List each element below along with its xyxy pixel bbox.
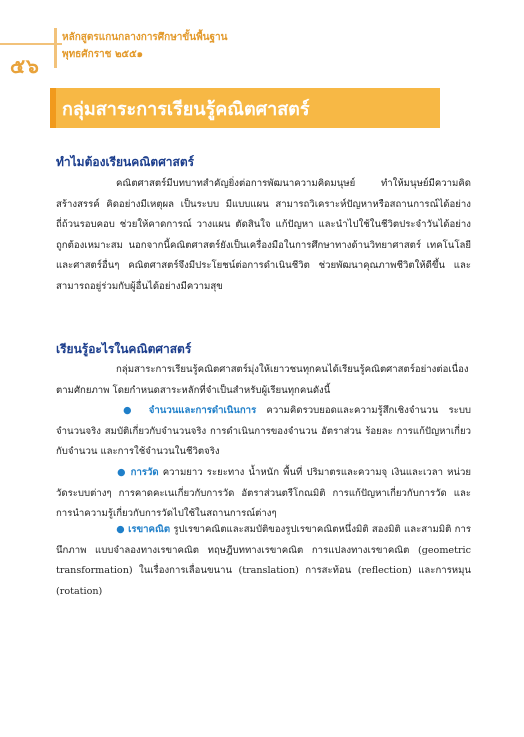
item-term: จำนวนและการดำเนินการ bbox=[148, 405, 257, 416]
list-item bbox=[56, 401, 471, 463]
section-paragraph-what bbox=[56, 360, 471, 401]
banner-accent-bar bbox=[50, 88, 56, 128]
header-divider bbox=[54, 28, 57, 68]
bullet-icon: ● bbox=[116, 524, 125, 535]
paragraph-text: กลุ่มสาระการเรียนรู้คณิตศาสตร์มุ่งให้เยาวชนทุกคนได้เรียนรู้คณิตศาสตร์อย่างต่อเนื่องตามศักยภาพ โดยกำหนดสาระหลักที่จำเป็นสำหรับผู้เรียนทุกคนดังนี้ bbox=[56, 364, 469, 396]
list-item bbox=[56, 520, 471, 602]
header-rule bbox=[0, 43, 62, 45]
running-header-title: หลักสูตรแกนกลางการศึกษาขั้นพื้นฐาน bbox=[62, 32, 228, 43]
section-paragraph-why bbox=[56, 174, 471, 297]
item-text: รูปเรขาคณิตและสมบัติของรูปเรขาคณิตหนึ่งมิติ สองมิติ และสามมิติ การนึกภาพ แบบจำลองทางเรขาคณิต ทฤษฎีบททางเรขาคณิต การแปลงทางเรขาคณิต (geometric transformation) ในเรื่องการเลื่อนขนาน (translation) การสะท้อน (reflection) และการหมุน (rotation) bbox=[56, 524, 471, 597]
section-heading-what: เรียนรู้อะไรในคณิตศาสตร์ bbox=[56, 342, 192, 356]
page-number: ๕๖ bbox=[10, 54, 40, 78]
banner-title: กลุ่มสาระการเรียนรู้คณิตศาสตร์ bbox=[62, 99, 310, 120]
item-term: เรขาคณิต bbox=[128, 524, 171, 535]
bullet-icon: ● bbox=[116, 405, 139, 416]
list-item bbox=[56, 463, 471, 525]
bullet-icon: ● bbox=[116, 467, 127, 478]
running-header-year: พุทธศักราช ๒๕๕๑ bbox=[62, 49, 144, 60]
item-term: การวัด bbox=[130, 467, 159, 478]
item-text: ความยาว ระยะทาง น้ำหนัก พื้นที่ ปริมาตรและความจุ เงินและเวลา หน่วยวัดระบบต่างๆ การคาดคะเนเกี่ยวกับการวัด อัตราส่วนตรีโกณมิติ การแก้ปัญหาเกี่ยวกับการวัด และการนำความรู้เกี่ยวกับการวัดไปใช้ในสถานการณ์ต่างๆ bbox=[56, 467, 471, 519]
section-heading-why: ทำไมต้องเรียนคณิตศาสตร์ bbox=[56, 155, 195, 169]
item-text: ความคิดรวบยอดและความรู้สึกเชิงจำนวน ระบบจำนวนจริง สมบัติเกี่ยวกับจำนวนจริง การดำเนินการของจำนวน อัตราส่วน ร้อยละ การแก้ปัญหาเกี่ยวกับจำนวน และการใช้จำนวนในชีวิตจริง bbox=[56, 405, 471, 457]
paragraph-text: คณิตศาสตร์มีบทบาทสำคัญยิ่งต่อการพัฒนาความคิดมนุษย์ ทำให้มนุษย์มีความคิดสร้างสรรค์ คิดอย่างมีเหตุผล เป็นระบบ มีแบบแผน สามารถวิเคราะห์ปัญหาหรือสถานการณ์ได้อย่างถี่ถ้วนรอบคอบ ช่วยให้คาดการณ์ วางแผน ตัดสินใจ แก้ปัญหา และนำไปใช้ในชีวิตประจำวันได้อย่างถูกต้องเหมาะสม นอกจากนี้คณิตศาสตร์ยังเป็นเครื่องมือในการศึกษาทางด้านวิทยาศาสตร์ เทคโนโลยีและศาสตร์อื่นๆ คณิตศาสตร์จึงมีประโยชน์ต่อการดำเนินชีวิต ช่วยพัฒนาคุณภาพชีวิตให้ดีขึ้น และสามารถอยู่ร่วมกับผู้อื่นได้อย่างมีความสุข bbox=[56, 178, 471, 292]
